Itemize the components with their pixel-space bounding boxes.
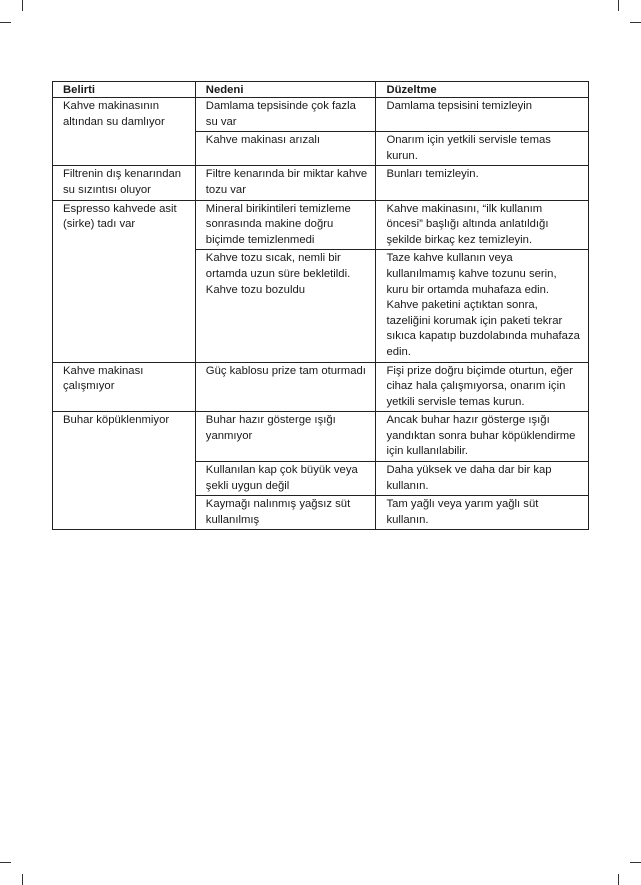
fix-cell: Onarım için yetkili servisle temas kurun. bbox=[376, 132, 589, 166]
crop-mark-top-right-h bbox=[630, 22, 641, 23]
cause-cell: Filtre kenarında bir miktar kahve tozu var bbox=[195, 166, 376, 200]
troubleshooting-table bbox=[52, 81, 589, 530]
cause-cell: Kahve makinası arızalı bbox=[195, 132, 376, 166]
cause-cell: Kahve tozu sıcak, nemli bir ortamda uzun süre bekletildi. Kahve tozu bozuldu bbox=[195, 250, 376, 362]
cause-cell: Damlama tepsisinde çok fazla su var bbox=[195, 98, 376, 132]
fix-cell: Fişi prize doğru biçimde oturtun, eğer cihaz hala çalışmıyorsa, onarım için yetkili servisle temas kurun. bbox=[376, 362, 589, 412]
fix-cell: Daha yüksek ve daha dar bir kap kullanın. bbox=[376, 462, 589, 496]
header-cause: Nedeni bbox=[195, 82, 376, 98]
fix-cell: Kahve makinasını, “ilk kullanım öncesi” başlığı altında anlatıldığı şekilde birkaç kez temizleyin. bbox=[376, 200, 589, 250]
symptom-cell: Filtrenin dış kenarından su sızıntısı oluyor bbox=[53, 166, 196, 200]
crop-mark-bottom-right-h bbox=[630, 862, 641, 863]
table-row bbox=[53, 200, 589, 250]
table-row bbox=[53, 166, 589, 200]
header-symptom: Belirti bbox=[53, 82, 196, 98]
fix-cell: Ancak buhar hazır gösterge ışığı yandıktan sonra buhar köpüklendirme için kullanılabilir. bbox=[376, 412, 589, 462]
fix-cell: Taze kahve kullanın veya kullanılmamış kahve tozunu serin, kuru bir ortamda muhafaza edin. Kahve paketini açtıktan sonra, tazeliğini korumak için paketi tekrar sıkıca kapatıp buzdolabında muhafaza edin. bbox=[376, 250, 589, 362]
symptom-cell: Espresso kahvede asit (sirke) tadı var bbox=[53, 200, 196, 362]
fix-cell: Bunları temizleyin. bbox=[376, 166, 589, 200]
crop-mark-top-left-h bbox=[0, 22, 11, 23]
cause-cell: Buhar hazır gösterge ışığı yanmıyor bbox=[195, 412, 376, 462]
cause-cell: Kaymağı nalınmış yağsız süt kullanılmış bbox=[195, 496, 376, 530]
symptom-cell: Buhar köpüklenmiyor bbox=[53, 412, 196, 530]
table-row bbox=[53, 362, 589, 412]
table-header-row bbox=[53, 82, 589, 98]
table-row bbox=[53, 412, 589, 462]
crop-mark-bottom-left-v bbox=[22, 874, 23, 885]
crop-mark-bottom-right-v bbox=[618, 874, 619, 885]
crop-mark-top-right-v bbox=[618, 0, 619, 11]
fix-cell: Damlama tepsisini temizleyin bbox=[376, 98, 589, 132]
fix-cell: Tam yağlı veya yarım yağlı süt kullanın. bbox=[376, 496, 589, 530]
header-fix: Düzeltme bbox=[376, 82, 589, 98]
cause-cell: Kullanılan kap çok büyük veya şekli uygun değil bbox=[195, 462, 376, 496]
cause-cell: Mineral birikintileri temizleme sonrasında makine doğru biçimde temizlenmedi bbox=[195, 200, 376, 250]
symptom-cell: Kahve makinasının altından su damlıyor bbox=[53, 98, 196, 166]
crop-mark-bottom-left-h bbox=[0, 862, 11, 863]
symptom-cell: Kahve makinası çalışmıyor bbox=[53, 362, 196, 412]
table-row bbox=[53, 98, 589, 132]
crop-mark-top-left-v bbox=[22, 0, 23, 11]
cause-cell: Güç kablosu prize tam oturmadı bbox=[195, 362, 376, 412]
